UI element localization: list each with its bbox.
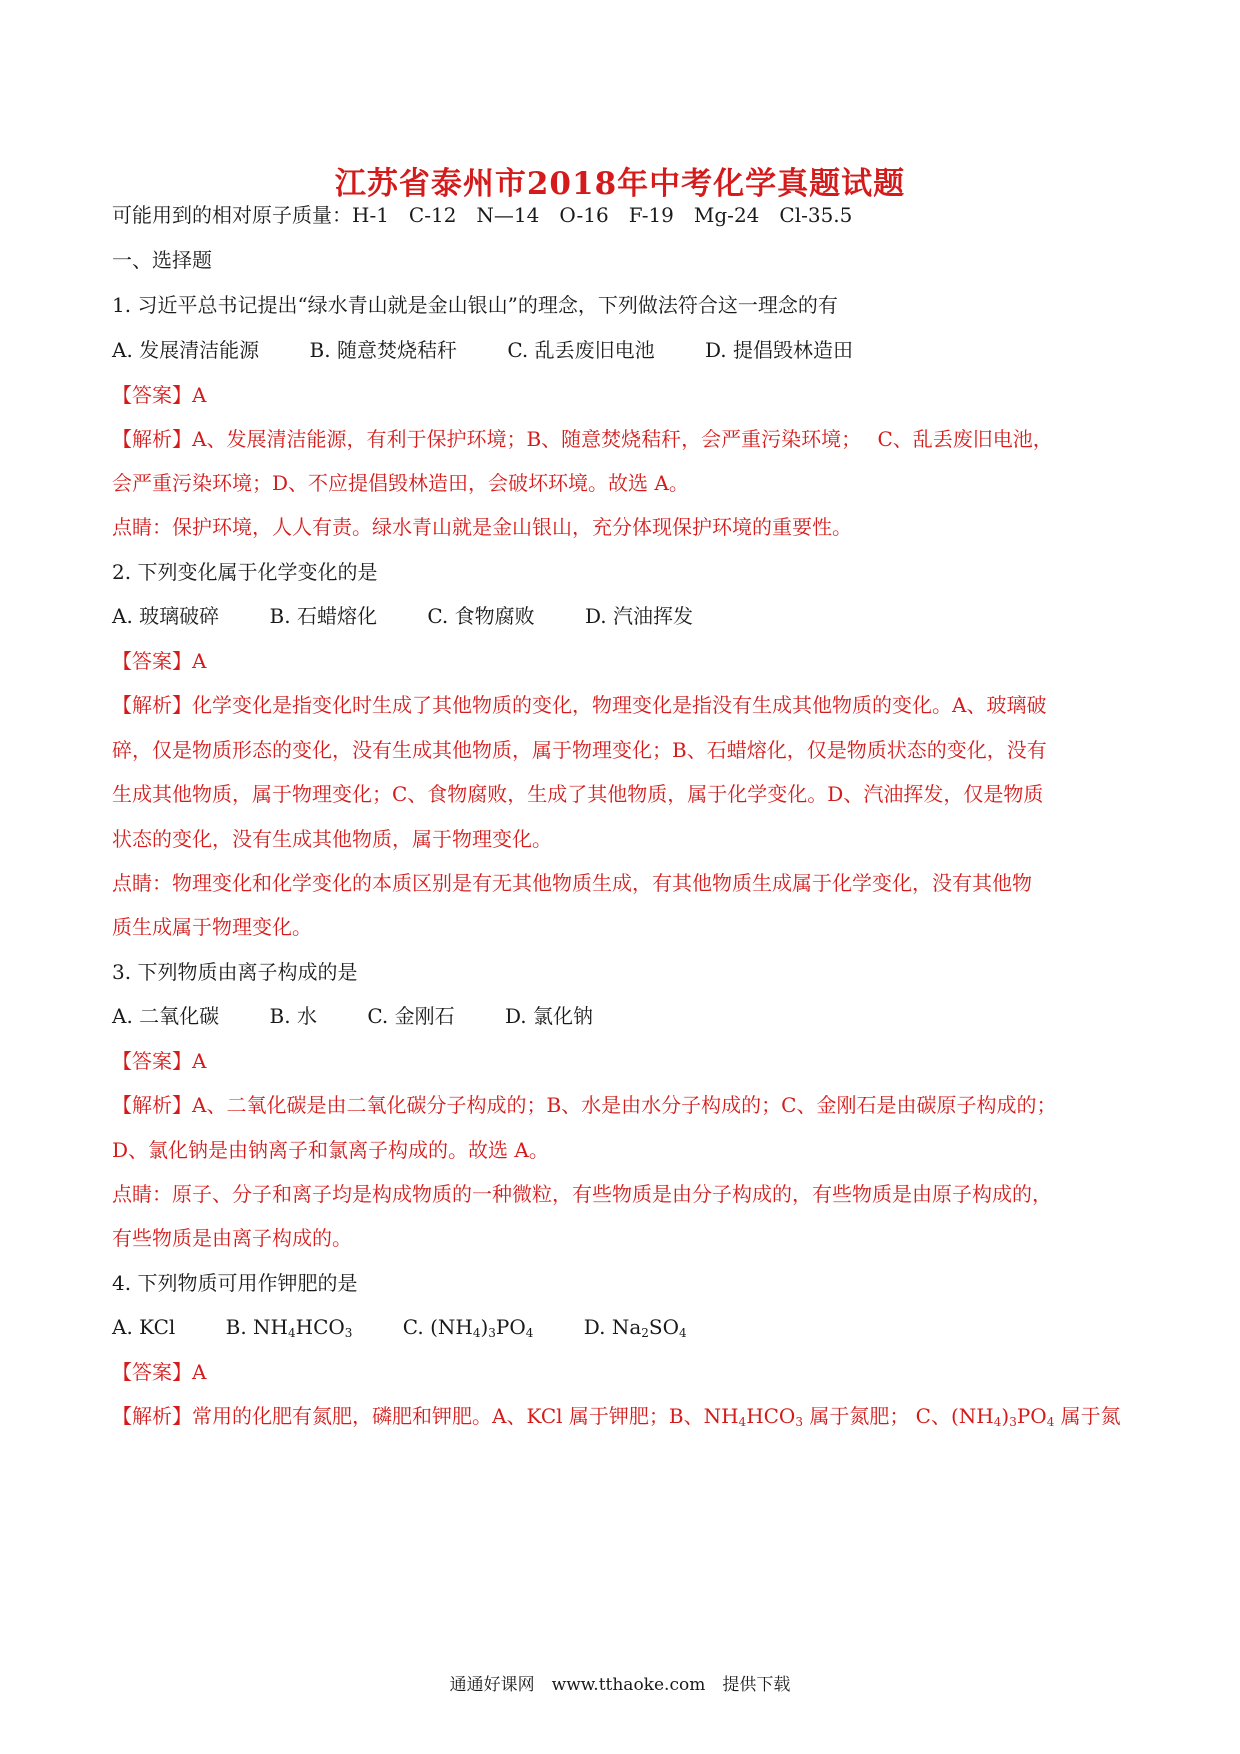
question-3-analysis-line: 【解析】A、二氧化碳是由二氧化碳分子构成的；B、水是由水分子构成的；C、金刚石是由碳原子构成的； (112, 1093, 1057, 1117)
option-a: A. 玻璃破碎 (112, 604, 220, 628)
option-c: C. 金刚石 (367, 1004, 455, 1028)
option-c: C. 食物腐败 (427, 604, 535, 628)
question-2-analysis-line: 碎，仅是物质形态的变化，没有生成其他物质，属于物理变化；B、石蜡熔化，仅是物质状态的变化，没有 (112, 738, 1047, 762)
option-a: A. KCl (112, 1315, 176, 1339)
question-2-answer: 【答案】A (112, 649, 207, 673)
atomic-masses: 可能用到的相对原子质量：H-1 C-12 N—14 O-16 F-19 Mg-24 Cl-35.5 (112, 203, 853, 227)
option-d: D. 汽油挥发 (584, 604, 694, 628)
question-2-analysis-line: 状态的变化，没有生成其他物质，属于物理变化。 (112, 827, 552, 851)
question-2-note-line: 点睛：物理变化和化学变化的本质区别是有无其他物质生成，有其他物质生成属于化学变化，没有其他物 (112, 871, 1032, 895)
option-b: B. 石蜡熔化 (269, 604, 377, 628)
option-a: A. 二氧化碳 (112, 1004, 220, 1028)
question-1-analysis-line: 会严重污染环境；D、不应提倡毁林造田，会破坏环境。故选 A。 (112, 471, 689, 495)
question-1-answer: 【答案】A (112, 383, 207, 407)
question-1-stem: 1. 习近平总书记提出“绿水青山就是金山银山”的理念，下列做法符合这一理念的有 (112, 293, 838, 317)
question-2-analysis-line: 生成其他物质，属于物理变化；C、食物腐败，生成了其他物质，属于化学变化。D、汽油挥发，仅是物质 (112, 782, 1044, 806)
option-a: A. 发展清洁能源 (112, 338, 260, 362)
question-1-note: 点睛：保护环境，人人有责。绿水青山就是金山银山，充分体现保护环境的重要性。 (112, 515, 852, 539)
option-c: C. $(NH_4)_3PO_4$ (402, 1315, 534, 1340)
question-4-analysis-line: 【解析】常用的化肥有氮肥，磷肥和钾肥。A、KCl 属于钾肥；B、$NH_4HCO_3$ 属于氮肥； C、$(NH_4)_3PO_4$ 属于氮 (112, 1404, 1121, 1429)
question-2-analysis-line: 【解析】化学变化是指变化时生成了其他物质的变化，物理变化是指没有生成其他物质的变化。A、玻璃破 (112, 693, 1047, 717)
section-heading: 一、选择题 (112, 248, 212, 272)
question-2-stem: 2. 下列变化属于化学变化的是 (112, 560, 378, 584)
question-3-answer: 【答案】A (112, 1049, 207, 1073)
page-footer: 通通好课网 www.tthaoke.com 提供下载 (449, 1675, 791, 1695)
question-4-answer: 【答案】A (112, 1360, 207, 1384)
question-1-analysis-line: 【解析】A、发展清洁能源，有利于保护环境；B、随意焚烧秸秆，会严重污染环境； C、乱丢废旧电池， (112, 427, 1053, 451)
question-3-options (112, 1001, 1132, 1031)
question-3-note-line: 点睛：原子、分子和离子均是构成物质的一种微粒，有些物质是由分子构成的，有些物质是由原子构成的， (112, 1182, 1052, 1206)
question-3-analysis-line: D、氯化钠是由钠离子和氯离子构成的。故选 A。 (112, 1138, 549, 1162)
option-b: B. 随意焚烧秸秆 (309, 338, 457, 362)
option-b: B. 水 (269, 1004, 317, 1028)
option-d: D. $Na_2SO_4$ (583, 1315, 687, 1340)
question-3-note-line: 有些物质是由离子构成的。 (112, 1226, 352, 1250)
option-c: C. 乱丢废旧电池 (507, 338, 655, 362)
question-1-options (112, 335, 1132, 365)
question-4-stem: 4. 下列物质可用作钾肥的是 (112, 1271, 358, 1295)
option-b: B. $NH_4HCO_3$ (225, 1315, 353, 1340)
option-d: D. 提倡毁林造田 (704, 338, 854, 362)
question-4-options (112, 1312, 1132, 1342)
question-2-options (112, 601, 1132, 631)
option-d: D. 氯化钠 (504, 1004, 594, 1028)
question-3-stem: 3. 下列物质由离子构成的是 (112, 960, 358, 984)
question-2-note-line: 质生成属于物理变化。 (112, 915, 312, 939)
page-title: 江苏省泰州市2018年中考化学真题试题 (334, 166, 906, 202)
